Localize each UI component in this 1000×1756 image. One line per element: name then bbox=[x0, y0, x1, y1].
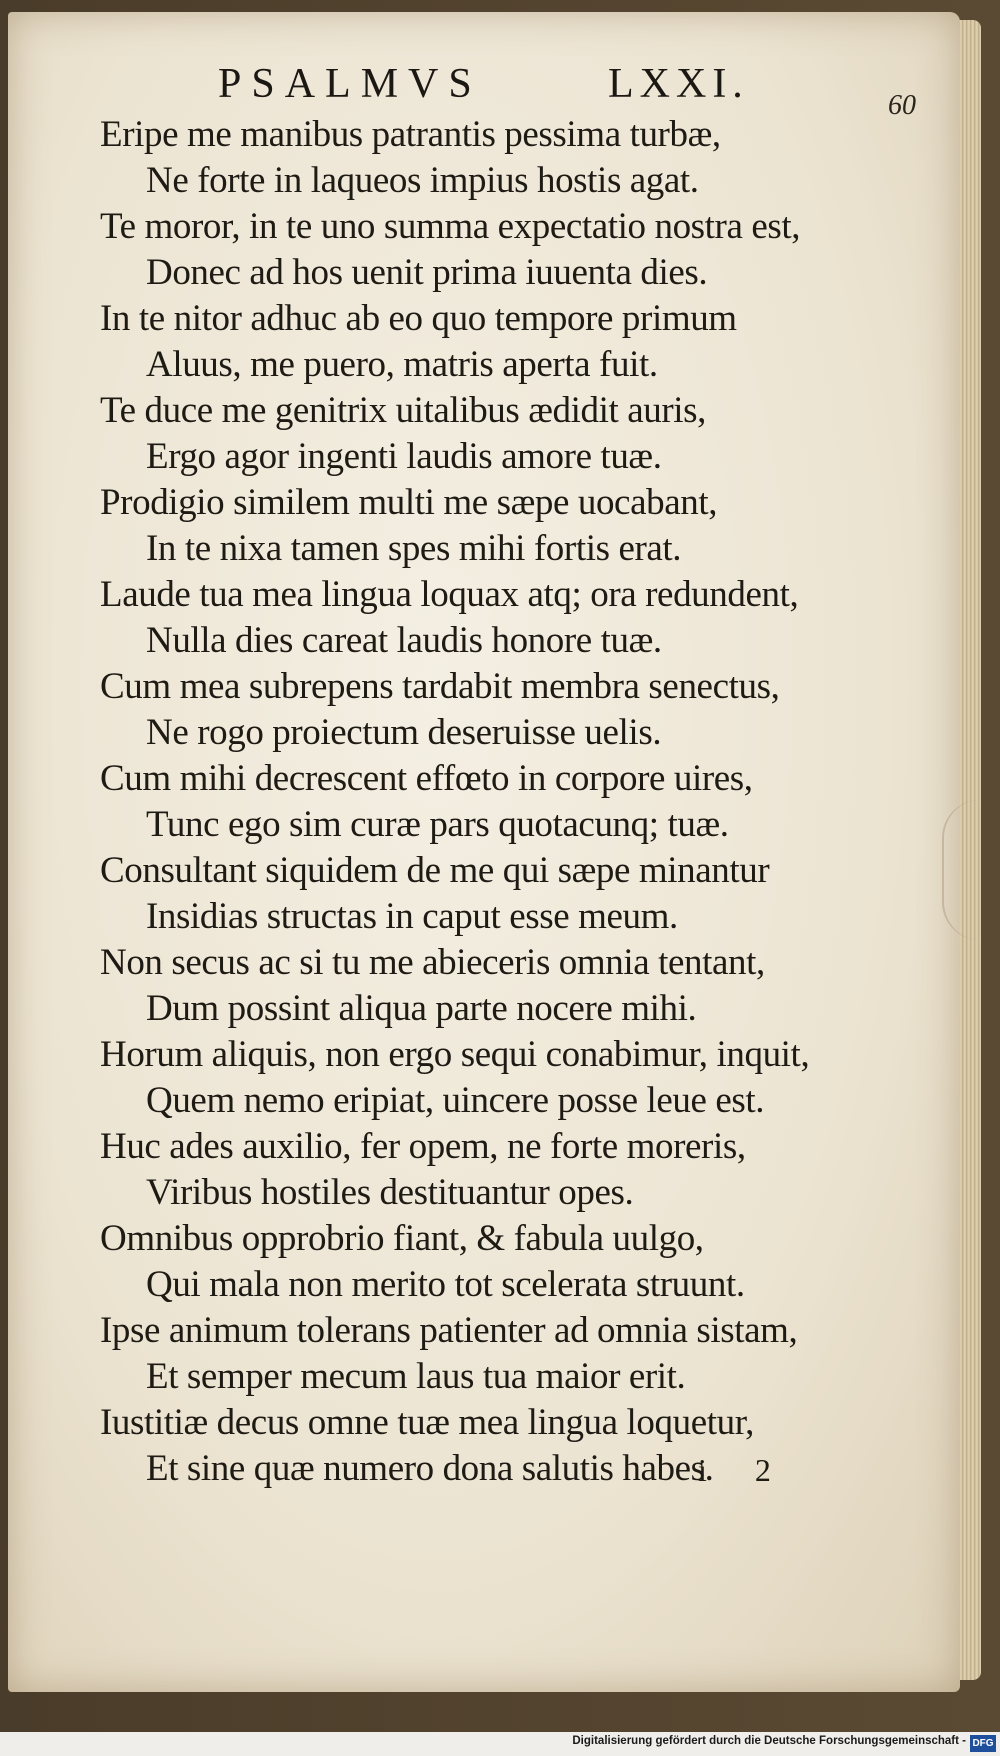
verse-line: Huc ades auxilio, fer opem, ne forte moreris, bbox=[100, 1126, 746, 1167]
verse-line: Non secus ac si tu me abieceris omnia tentant, bbox=[100, 942, 765, 983]
verse-line: Viribus hostiles destituantur opes. bbox=[146, 1172, 634, 1213]
verse-line: Aluus, me puero, matris aperta fuit. bbox=[146, 344, 658, 385]
verse-line: Cum mea subrepens tardabit membra senectus, bbox=[100, 666, 780, 707]
verse-line: Donec ad hos uenit prima iuuenta dies. bbox=[146, 252, 708, 293]
psalm-title: PSALMVS bbox=[218, 61, 482, 107]
verse-line: Horum aliquis, non ergo sequi conabimur, inquit, bbox=[100, 1034, 810, 1075]
folio-number: 60 bbox=[888, 90, 916, 121]
book-page bbox=[8, 12, 960, 1692]
verse-line: Laude tua mea lingua loquax atq; ora redundent, bbox=[100, 574, 799, 615]
psalm-number: LXXI. bbox=[608, 61, 749, 107]
verse-line: Ergo agor ingenti laudis amore tuæ. bbox=[146, 436, 662, 477]
verse-line: Dum possint aliqua parte nocere mihi. bbox=[146, 988, 697, 1029]
funding-credit: Digitalisierung gefördert durch die Deutsche Forschungsgemeinschaft - bbox=[572, 1735, 966, 1747]
signature-mark: i 2 bbox=[698, 1452, 791, 1488]
verse-line: Et semper mecum laus tua maior erit. bbox=[146, 1356, 686, 1397]
verse-line: Te moror, in te uno summa expectatio nostra est, bbox=[100, 206, 801, 247]
verse-line: Ne forte in laqueos impius hostis agat. bbox=[146, 160, 699, 201]
verse-line: Iustitiæ decus omne tuæ mea lingua loquetur, bbox=[100, 1402, 755, 1443]
verse-line: In te nitor adhuc ab eo quo tempore primum bbox=[100, 298, 737, 339]
verse-line: Insidias structas in caput esse meum. bbox=[146, 896, 678, 937]
running-head bbox=[8, 60, 968, 120]
verse-line: In te nixa tamen spes mihi fortis erat. bbox=[146, 528, 682, 569]
verse-line: Omnibus opprobrio fiant, & fabula uulgo, bbox=[100, 1218, 704, 1259]
verse-line: Cum mihi decrescent effœto in corpore uires, bbox=[100, 758, 753, 799]
verse-line: Nulla dies careat laudis honore tuæ. bbox=[146, 620, 662, 661]
verse-line: Prodigio similem multi me sæpe uocabant, bbox=[100, 482, 718, 523]
page-fold-shadow bbox=[942, 800, 980, 940]
dfg-logo-icon: DFG bbox=[970, 1735, 996, 1752]
verse-line: Quem nemo eripiat, uincere posse leue est. bbox=[146, 1080, 765, 1121]
verse-line: Ne rogo proiectum deseruisse uelis. bbox=[146, 712, 662, 753]
verse-line: Consultant siquidem de me qui sæpe minantur bbox=[100, 850, 770, 891]
verse-line: Ipse animum tolerans patienter ad omnia sistam, bbox=[100, 1310, 798, 1351]
footer-bar bbox=[0, 1732, 1000, 1756]
verse-line: Tunc ego sim curæ pars quotacunq; tuæ. bbox=[146, 804, 729, 845]
verse-block bbox=[100, 112, 940, 1492]
verse-line: Eripe me manibus patrantis pessima turbæ, bbox=[100, 114, 721, 155]
verse-line: Te duce me genitrix uitalibus ædidit auris, bbox=[100, 390, 707, 431]
verse-line: Et sine quæ numero dona salutis habes. bbox=[146, 1448, 714, 1489]
verse-line: Qui mala non merito tot scelerata struunt. bbox=[146, 1264, 745, 1305]
